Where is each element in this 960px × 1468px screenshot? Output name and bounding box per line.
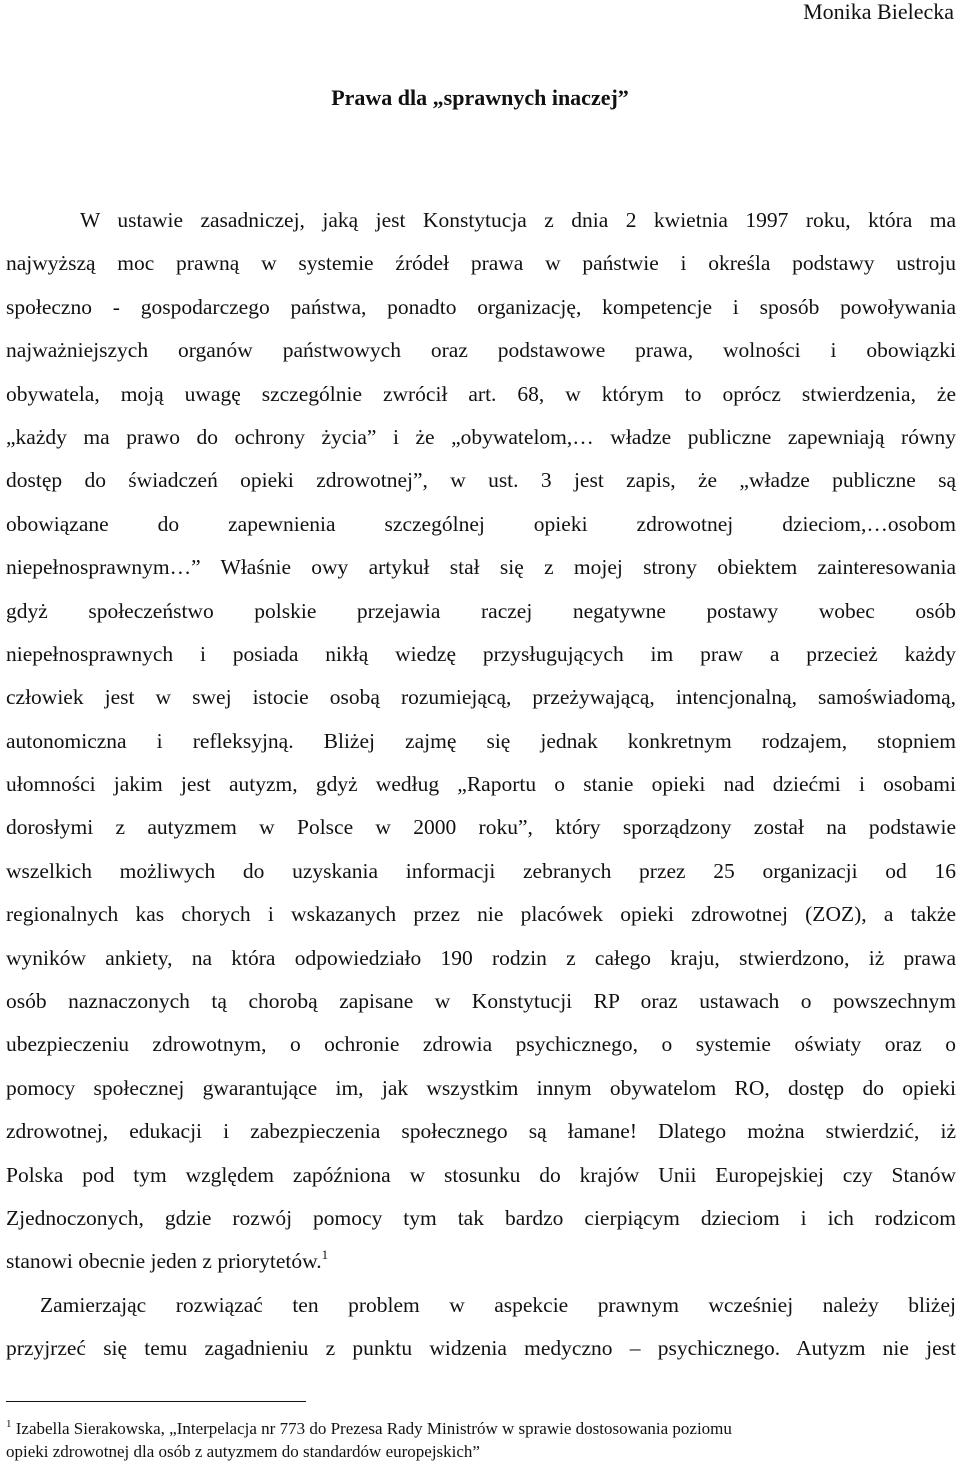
document-body bbox=[6, 199, 956, 1371]
paragraph-line: W ustawie zasadniczej, jaką jest Konstytucja z dnia 2 kwietnia 1997 roku, która ma bbox=[80, 208, 956, 232]
paragraph-line: zdrowotnej, edukacji i zabezpieczenia społecznego są łamane! Dlatego można stwierdzić, iż bbox=[6, 1119, 956, 1144]
footnote bbox=[6, 1417, 956, 1463]
footnote-line bbox=[6, 1417, 956, 1440]
footnote-line: opieki zdrowotnej dla osób z autyzmem do standardów europejskich” bbox=[6, 1442, 480, 1461]
footnote-number: 1 bbox=[6, 1418, 12, 1430]
paragraph-line: niepełnosprawnych i posiada nikłą wiedzę przysługujących im praw a przecież każdy bbox=[6, 641, 956, 666]
paragraph-line: stanowi obecnie jeden z priorytetów. bbox=[6, 1249, 322, 1274]
paragraph-line: Zjednoczonych, gdzie rozwój pomocy tym tak bardzo cierpiącym dzieciom i ich rodzicom bbox=[6, 1205, 956, 1230]
footnote-separator bbox=[6, 1401, 306, 1402]
paragraph-line: regionalnych kas chorych i wskazanych przez nie placówek opieki zdrowotnej (ZOZ), a także bbox=[6, 902, 956, 927]
paragraph-line: autonomiczna i refleksyjną. Bliżej zajmę się jednak konkretnym rodzajem, stopniem bbox=[6, 728, 956, 753]
paragraph-line: Polska pod tym względem zapóźniona w stosunku do krajów Unii Europejskiej czy Stanów bbox=[6, 1162, 956, 1187]
paragraph-line: obywatela, moją uwagę szczególnie zwrócił art. 68, w którym to oprócz stwierdzenia, że bbox=[6, 381, 956, 406]
paragraph-line: niepełnosprawnym…” Właśnie owy artykuł stał się z mojej strony obiektem zainteresowania bbox=[6, 555, 956, 580]
paragraph-line: „każdy ma prawo do ochrony życia” i że „obywatelom,… władze publiczne zapewniają równy bbox=[6, 424, 956, 449]
paragraph-line: ubezpieczeniu zdrowotnym, o ochronie zdrowia psychicznego, o systemie oświaty oraz o bbox=[6, 1032, 956, 1057]
paragraph-line: osób naznaczonych tą chorobą zapisane w Konstytucji RP oraz ustawach o powszechnym bbox=[6, 989, 956, 1014]
paragraph-line: gdyż społeczeństwo polskie przejawia raczej negatywne postawy wobec osób bbox=[6, 598, 956, 623]
footnote-reference[interactable]: 1 bbox=[321, 1247, 329, 1263]
paragraph-line: dorosłymi z autyzmem w Polsce w 2000 roku”, który sporządzony został na podstawie bbox=[6, 815, 956, 840]
footnote-text: Izabella Sierakowska, „Interpelacja nr 773 do Prezesa Rady Ministrów w sprawie dostosowania poziomu bbox=[15, 1419, 732, 1438]
paragraph-line: przyjrzeć się temu zagadnieniu z punktu widzenia medyczno – psychicznego. Autyzm nie jest bbox=[6, 1336, 956, 1361]
author-name: Monika Bielecka bbox=[803, 0, 954, 24]
paragraph-last-line bbox=[6, 1240, 956, 1283]
paragraph-line: wszelkich możliwych do uzyskania informacji zebranych przez 25 organizacji od 16 bbox=[6, 858, 956, 883]
paragraph-line: człowiek jest w swej istocie osobą rozumiejącą, przeżywającą, intencjonalną, samoświadomą, bbox=[6, 685, 956, 710]
paragraph-line: najwyższą moc prawną w systemie źródeł prawa w państwie i określa podstawy ustroju bbox=[6, 251, 956, 276]
paragraph-line: obowiązane do zapewnienia szczególnej opieki zdrowotnej dzieciom,…osobom bbox=[6, 511, 956, 536]
paragraph-line: dostęp do świadczeń opieki zdrowotnej”, w ust. 3 jest zapis, że „władze publiczne są bbox=[6, 468, 956, 493]
paragraph-line: pomocy społecznej gwarantujące im, jak wszystkim innym obywatelom RO, dostęp do opieki bbox=[6, 1075, 956, 1100]
paragraph-line: najważniejszych organów państwowych oraz podstawowe prawa, wolności i obowiązki bbox=[6, 338, 956, 363]
paragraph-line: ułomności jakim jest autyzm, gdyż według „Raportu o stanie opieki nad dziećmi i osobami bbox=[6, 772, 956, 797]
document-title: Prawa dla „sprawnych inaczej” bbox=[331, 85, 629, 110]
paragraph-line: społeczno - gospodarczego państwa, ponadto organizację, kompetencje i sposób powoływania bbox=[6, 294, 956, 319]
paragraph-line: wyników ankiety, na która odpowiedziało 190 rodzin z całego kraju, stwierdzono, iż prawa bbox=[6, 945, 956, 970]
paragraph-line: Zamierzając rozwiązać ten problem w aspekcie prawnym wcześniej należy bliżej bbox=[40, 1292, 956, 1317]
